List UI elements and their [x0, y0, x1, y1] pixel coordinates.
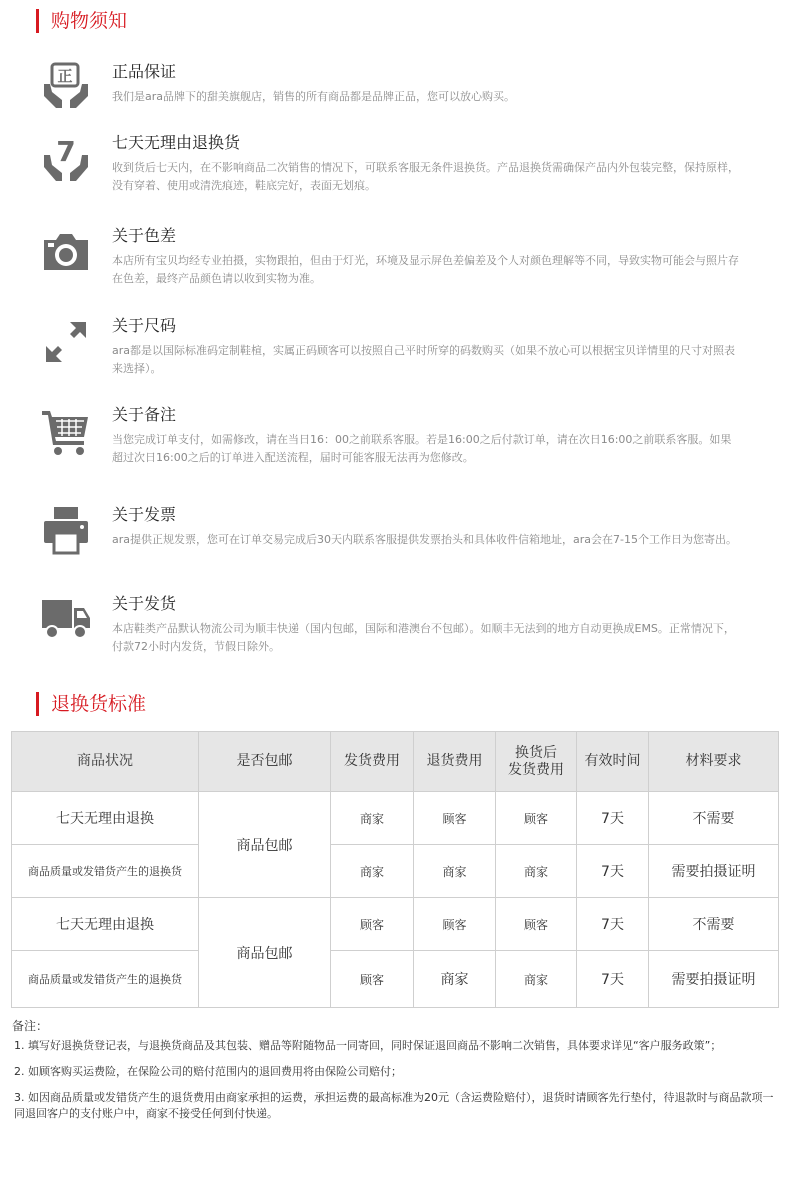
- table-header-row: [12, 732, 779, 792]
- cell-material: 需要拍摄证明: [649, 951, 779, 1008]
- cell-shipping: 商品包邮: [199, 898, 331, 1008]
- notice-desc: ara都是以国际标准码定制鞋楦，实属正码顾客可以按照自己平时所穿的码数购买（如果不放心可以根据宝贝详情里的尺寸对照表来选择）。: [112, 344, 735, 375]
- cell-exchange-fee: 顾客: [496, 792, 577, 845]
- cell-ship-fee: 顾客: [331, 898, 414, 951]
- header-material: 材料要求: [649, 732, 779, 792]
- resize-arrows-icon: [40, 316, 92, 368]
- cell-condition: 商品质量或发错货产生的退换货: [12, 845, 199, 898]
- notice-desc: 收到货后七天内，在不影响商品二次销售的情况下，可联系客服无条件退换货。产品退换货需确保产品内外包装完整，保持原样，没有穿着、使用或清洗痕迹，鞋底完好，表面无划痕。: [112, 161, 739, 192]
- return-standard-table: [11, 731, 779, 1008]
- cell-exchange-fee: 商家: [496, 845, 577, 898]
- remark-item: 1. 填写好退换货登记表，与退换货商品及其包装、赠品等附随物品一同寄回，同时保证退回商品不影响二次销售，具体要求详见“客户服务政策”；: [14, 1039, 722, 1052]
- notice-desc: 本店鞋类产品默认物流公司为顺丰快递（国内包邮，国际和港澳台不包邮）。如顺丰无法到的地方自动更换成EMS。正常情况下，付款72小时内发货，节假日除外。: [112, 622, 735, 653]
- cell-return-fee: 顾客: [414, 792, 496, 845]
- table-row: [12, 951, 779, 1008]
- delivery-truck-icon: [40, 594, 92, 646]
- table-row: [12, 845, 779, 898]
- cell-valid-time: 7天: [577, 898, 649, 951]
- shopping-cart-icon: [40, 405, 92, 457]
- camera-icon: [40, 226, 92, 278]
- genuine-hands-icon: [40, 62, 92, 114]
- notice-title: 关于发货: [112, 594, 177, 613]
- remark-item: 3. 如因商品质量或发错货产生的退货费用由商家承担的运费，承担运费的最高标准为20元（含运费险赔付），退货时请顾客先行垫付，待退款时与商品款项一同退回客户的支付账户中，商家不接受任何到付快递。: [14, 1091, 774, 1120]
- cell-material: 不需要: [649, 792, 779, 845]
- cell-condition: 七天无理由退换: [12, 792, 199, 845]
- svg-text:正: 正: [57, 67, 73, 85]
- cell-shipping: 商品包邮: [199, 792, 331, 898]
- header-return-fee: 退货费用: [414, 732, 496, 792]
- header-condition: 商品状况: [12, 732, 199, 792]
- table-row: [12, 898, 779, 951]
- notice-desc: 当您完成订单支付，如需修改，请在当日16：00之前联系客服。若是16:00之后付款订单，请在次日16:00之前联系客服。如果超过次日16:00之后的订单进入配送流程，届时可能客服无法再为您修改。: [112, 433, 732, 464]
- cell-valid-time: 7天: [577, 792, 649, 845]
- table-row: [12, 792, 779, 845]
- notice-title: 七天无理由退换货: [112, 133, 241, 152]
- svg-text:7: 7: [56, 135, 76, 168]
- remarks: [12, 1018, 782, 1132]
- remarks-heading: 备注：: [12, 1019, 49, 1033]
- notice-title: 关于备注: [112, 405, 177, 424]
- notice-title: 正品保证: [112, 62, 177, 81]
- cell-exchange-fee: 商家: [496, 951, 577, 1008]
- section-title-return-standard: 退换货标准: [36, 692, 146, 716]
- notice-desc: 我们是ara品牌下的甜美旗舰店，销售的所有商品都是品牌正品，您可以放心购买。: [112, 90, 516, 103]
- printer-icon: [40, 505, 92, 557]
- cell-return-fee: 顾客: [414, 898, 496, 951]
- header-valid-time: 有效时间: [577, 732, 649, 792]
- header-exchange-fee: 换货后 发货费用: [496, 732, 577, 792]
- notice-title: 关于发票: [112, 505, 177, 524]
- notice-title: 关于尺码: [112, 316, 177, 335]
- cell-ship-fee: 商家: [331, 792, 414, 845]
- header-shipping: 是否包邮: [199, 732, 331, 792]
- notice-desc: ara提供正规发票，您可在订单交易完成后30天内联系客服提供发票抬头和具体收件信箱地址，ara会在7-15个工作日为您寄出。: [112, 533, 737, 546]
- cell-valid-time: 7天: [577, 951, 649, 1008]
- cell-material: 不需要: [649, 898, 779, 951]
- cell-material: 需要拍摄证明: [649, 845, 779, 898]
- section-title-shopping-notice: 购物须知: [36, 9, 127, 33]
- cell-ship-fee: 顾客: [331, 951, 414, 1008]
- cell-ship-fee: 商家: [331, 845, 414, 898]
- notice-title: 关于色差: [112, 226, 177, 245]
- remark-item: 2. 如顾客购买运费险，在保险公司的赔付范围内的退回费用将由保险公司赔付；: [14, 1065, 402, 1078]
- cell-condition: 七天无理由退换: [12, 898, 199, 951]
- notice-desc: 本店所有宝贝均经专业拍摄，实物跟拍，但由于灯光，环境及显示屏色差偏差及个人对颜色理解等不同，导致实物可能会与照片存在色差，最终产品颜色请以收到实物为准。: [112, 254, 739, 285]
- cell-return-fee: 商家: [414, 951, 496, 1008]
- cell-exchange-fee: 顾客: [496, 898, 577, 951]
- seven-day-return-icon: [40, 133, 92, 185]
- cell-valid-time: 7天: [577, 845, 649, 898]
- cell-return-fee: 商家: [414, 845, 496, 898]
- header-ship-fee: 发货费用: [331, 732, 414, 792]
- cell-condition: 商品质量或发错货产生的退换货: [12, 951, 199, 1008]
